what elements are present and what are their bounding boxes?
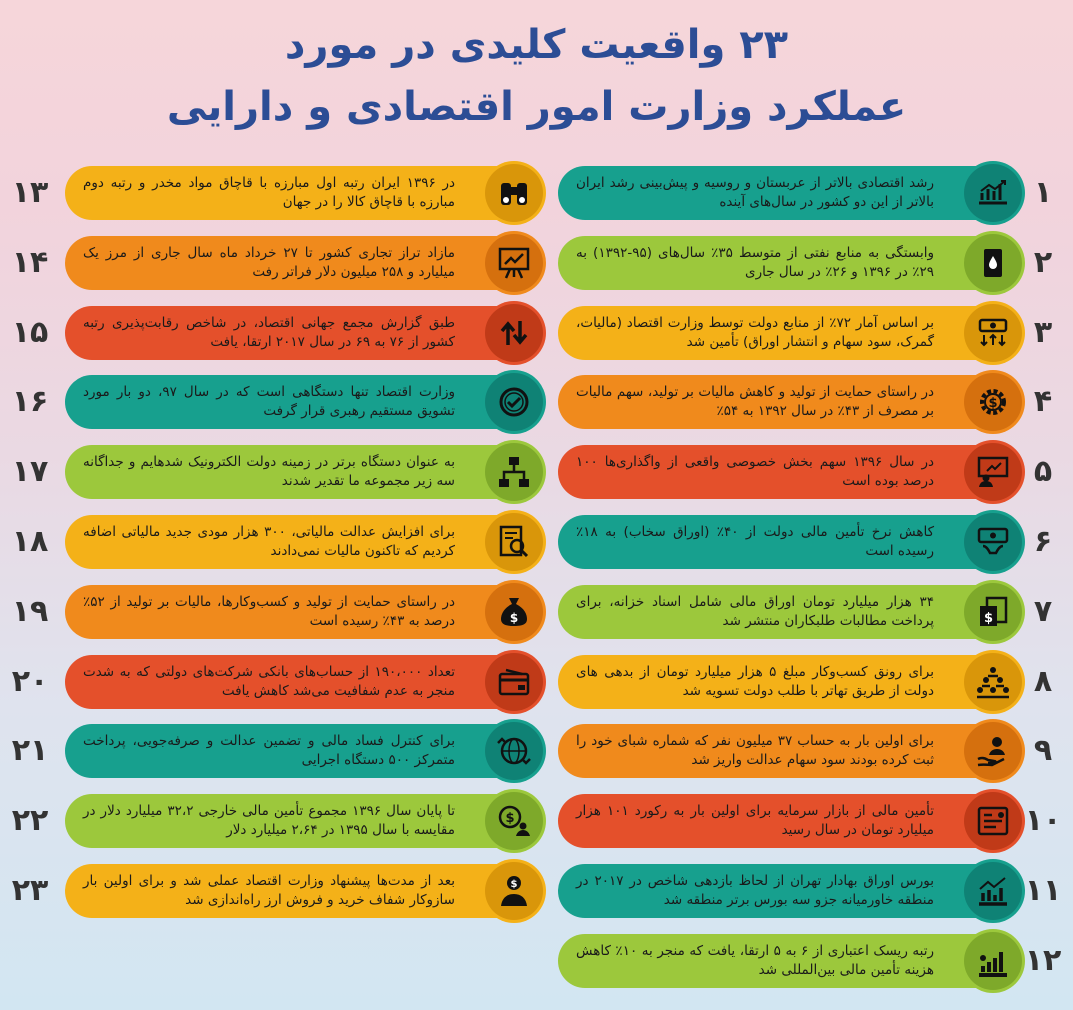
money-bag-icon [485,583,543,641]
fact-number: ۲ [1033,244,1053,280]
fact-number: ۱ [1033,175,1053,210]
fact-row [65,515,545,569]
document-search-icon [485,513,543,571]
fact-row [65,794,545,848]
fact-text: طبق گزارش مجمع جهانی اقتصاد، در شاخص رقابت‌پذیری رتبه کشور از ۷۶ به ۶۹ در سال ۲۰۱۷ ارتقا، یافت [83,314,455,350]
fact-number: ۱۸ [11,524,49,559]
fact-pill [65,655,545,709]
fact-row [65,864,545,918]
svg-text:$: $ [505,811,515,827]
fact-row [65,724,545,778]
fact-text: برای کنترل فساد مالی و تضمین عدالت و صرفه‌جویی، پرداخت متمرکز ۵۰۰ دستگاه اجرایی [83,733,455,769]
fact-pill [558,166,1024,220]
fact-text: رشد اقتصادی بالاتر از عربستان و روسیه و پیش‌بینی رشد ایران بالاتر از این دو کشور در سال‌های آینده [576,175,934,210]
fact-row [558,515,1024,569]
fact-text: وابستگی به منابع نفتی از متوسط ۳۵٪ سال‌های (۹۵-۱۳۹۲) به ۲۹٪ در ۱۳۹۶ و ۲۶٪ در سال جاری [576,244,934,280]
fact-text: در راستای حمایت از تولید و کاهش مالیات بر تولید، سهم مالیات بر مصرف از ۴۳٪ در سال ۱۳۹۲ به ۵۴٪ [576,384,934,420]
wallet-card-icon [485,653,543,711]
fact-text: برای افزایش عدالت مالیاتی، ۳۰۰ هزار مودی جدید مالیاتی اضافه کردیم که تاکنون مالیات نمی‌دادند [83,524,455,559]
fact-pill [558,585,1024,639]
fact-pill [558,445,1024,499]
fact-number: ۶ [1033,524,1053,559]
fact-pill [65,306,545,360]
fact-number: ۲۳ [11,873,49,908]
fact-row [558,306,1024,360]
fact-number: ۲۲ [11,803,49,839]
fact-text: برای رونق کسب‌وکار مبلغ ۵ هزار میلیارد تومان از بدهی های دولت از طریق تهاتر با طلب دولت تسویه شد [576,663,934,699]
fact-text: بعد از مدت‌ها پیشنهاد وزارت اقتصاد عملی شد و برای اولین بار سازوکار شفاف خرید و فروش ارز راه‌اندازی شد [83,873,455,908]
fact-number: ۳ [1033,314,1053,350]
fact-text: در سال ۱۳۹۶ سهم بخش خصوصی واقعی از واگذاری‌ها ۱۰۰ درصد بوده است [576,454,934,490]
fact-row [65,306,545,360]
fact-number: ۱۵ [11,314,49,350]
fact-text: مازاد تراز تجاری کشور تا ۲۷ خرداد ماه سال جاری از مرز یک میلیارد و ۲۵۸ میلیون دلار فراتر رفت [83,244,455,280]
fact-text: کاهش نرخ تأمین مالی دولت از ۴۰٪ (اوراق سخاب) به ۱۸٪ رسیده است [576,524,934,559]
fact-number: ۲۰ [11,663,49,699]
fact-number: ۵ [1033,454,1053,490]
fact-row [558,585,1024,639]
fact-pill [558,306,1024,360]
up-down-arrows-icon [485,304,543,362]
fact-row [65,655,545,709]
dollar-person-icon [485,792,543,850]
fact-row [65,585,545,639]
fact-pill [65,515,545,569]
fact-row [65,375,545,429]
fact-row [558,724,1024,778]
fact-number: ۱۹ [11,593,49,629]
fact-text: ۳۴ هزار میلیارد تومان اوراق مالی شامل اسناد خزانه، برای پرداخت مطالبات طلبکاران منتشر شد [576,593,934,629]
fact-text: تأمین مالی از بازار سرمایه برای اولین بار به رکورد ۱۰۱ هزار میلیارد تومان در سال رسید [576,803,934,839]
fact-row [65,166,545,220]
svg-text:$: $ [983,610,994,626]
check-badge-icon [485,373,543,431]
fact-pill [558,375,1024,429]
fact-pill [65,794,545,848]
svg-text:$: $ [510,879,518,890]
fact-number: ۱۲ [1024,942,1062,978]
fact-pill [65,375,545,429]
fact-pill [558,864,1024,918]
fact-pill [65,445,545,499]
fact-row [558,236,1024,290]
fact-text: در ۱۳۹۶ ایران رتبه اول مبارزه با قاچاق مواد مخدر و رتبه دوم مبارزه با قاچاق کالا را در جهان [83,175,455,210]
fact-pill [65,236,545,290]
fact-text: در راستای حمایت از تولید و کسب‌وکارها، مالیات بر تولید از ۵۲٪ درصد به ۴۳٪ رسیده است [83,593,455,629]
fact-pill [558,236,1024,290]
page-title-line-2: عملکرد وزارت امور اقتصادی و دارایی [166,84,907,130]
fact-row [558,934,1024,988]
dollar-man-icon [485,862,543,920]
fact-number: ۴ [1033,384,1053,420]
svg-text:$: $ [988,396,998,412]
fact-pill [65,166,545,220]
svg-text:$: $ [509,610,519,625]
fact-text: تعداد ۱۹۰،۰۰۰ از حساب‌های بانکی شرکت‌های دولتی که به شدت منجر به عدم شفافیت می‌شد کاهش یافت [83,663,455,699]
fact-number: ۱۳ [11,175,49,210]
fact-number: ۲۱ [11,733,49,769]
fact-text: وزارت اقتصاد تنها دستگاهی است که در سال ۹۷، دو بار مورد تشویق مستقیم رهبری قرار گرفت [83,384,455,420]
fact-number: ۹ [1033,733,1053,769]
fact-pill [65,724,545,778]
fact-pill [558,724,1024,778]
fact-pill [558,794,1024,848]
fact-number: ۱۷ [11,454,49,490]
fact-text: تا پایان سال ۱۳۹۶ مجموع تأمین مالی خارجی ۳۲،۲ میلیارد دلار در مقایسه با سال ۱۳۹۵ در ۲،۶۴ میلیارد دلار [83,803,455,839]
fact-number: ۱۰ [1024,803,1062,839]
globe-arrows-icon [485,722,543,780]
fact-number: ۱۶ [11,384,49,420]
easel-chart-icon [485,234,543,292]
fact-pill [558,934,1024,988]
fact-row [558,445,1024,499]
fact-row [558,864,1024,918]
fact-number: ۱۱ [1024,873,1062,908]
page-title-line-1: ۲۳ واقعیت کلیدی در مورد [284,22,789,68]
binoculars-icon [485,164,543,222]
fact-text: به عنوان دستگاه برتر در زمینه دولت الکترونیک شدهایم و جداگانه سه زیر مجموعه ما تقدیر شدند [83,454,455,490]
fact-row [558,794,1024,848]
fact-number: ۱۴ [11,244,49,280]
fact-number: ۷ [1033,593,1053,629]
fact-text: بر اساس آمار ۷۲٪ از منابع دولت توسط وزارت اقتصاد (مالیات، گمرک، سود سهام و انتشار اوراق) تأمین شد [576,314,934,350]
fact-row [558,655,1024,709]
fact-row [558,166,1024,220]
fact-row [558,375,1024,429]
fact-text: رتبه ریسک اعتباری از ۶ به ۵ ارتقا، یافت که منجر به ۱۰٪ کاهش هزینه تأمین مالی بین‌المللی شد [576,942,934,978]
fact-pill [558,515,1024,569]
fact-number: ۸ [1033,663,1053,699]
network-icon [485,443,543,501]
fact-row [65,445,545,499]
fact-row [65,236,545,290]
fact-text: برای اولین بار به حساب ۳۷ میلیون نفر که شماره شبای خود را ثبت کرده بودند سود سهام عدالت واریز شد [576,733,934,769]
fact-pill [65,864,545,918]
fact-pill [558,655,1024,709]
fact-pill [65,585,545,639]
fact-text: بورس اوراق بهادار تهران از لحاظ بازدهی شاخص در ۲۰۱۷ در منطقه خاورمیانه جزو سه بورس برتر منطقه شد [576,873,934,908]
